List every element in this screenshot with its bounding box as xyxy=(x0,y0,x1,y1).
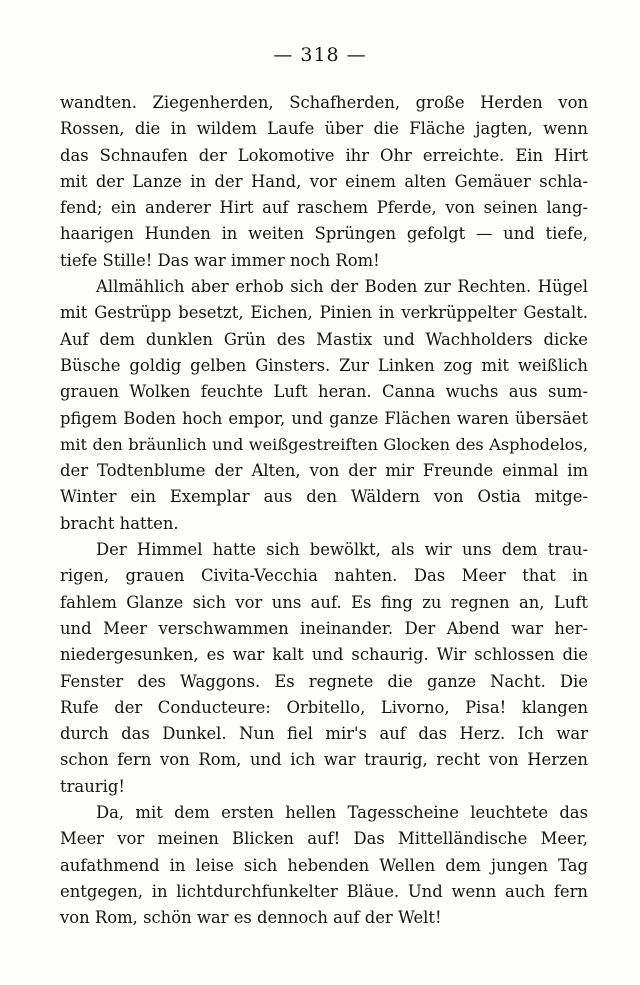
text-line: von Rom, schön war es dennoch auf der Welt! xyxy=(60,908,442,928)
text-line: haarigen Hunden in weiten Sprüngen gefolgt — und tiefe, xyxy=(60,224,588,244)
text-line: tiefe Stille! Das war immer noch Rom! xyxy=(60,250,380,270)
paragraph-first-line: Der Himmel hatte sich bewölkt, als wir uns dem trau- xyxy=(96,540,588,560)
text-line: Meer vor meinen Blicken auf! Das Mittelländische Meer, xyxy=(60,829,588,849)
text-line: der Todtenblume der Alten, von der mir Freunde einmal im xyxy=(60,461,588,481)
text-line: Rufe der Conducteure: Orbitello, Livorno, Pisa! klangen xyxy=(60,697,588,717)
text-line: bracht hatten. xyxy=(60,513,179,533)
text-line: durch das Dunkel. Nun fiel mir's auf das Herz. Ich war xyxy=(60,724,588,744)
page-number: — 318 — xyxy=(273,44,367,66)
text-line: grauen Wolken feuchte Luft heran. Canna wuchs aus sum- xyxy=(60,382,588,402)
text-line: Auf dem dunklen Grün des Mastix und Wachholders dicke xyxy=(60,329,588,349)
text-line: und Meer verschwammen ineinander. Der Abend war her- xyxy=(60,618,588,638)
text-line: fend; ein anderer Hirt auf raschem Pferde, von seinen lang- xyxy=(60,198,588,218)
text-line: traurig! xyxy=(60,776,125,796)
body-text xyxy=(60,90,588,932)
paragraph-first-line: Allmählich aber erhob sich der Boden zur Rechten. Hügel xyxy=(96,277,588,297)
text-line: Büsche goldig gelben Ginsters. Zur Linken zog mit weißlich xyxy=(60,355,588,375)
text-line: rigen, grauen Civita-Vecchia nahten. Das Meer that in xyxy=(60,566,588,586)
text-line: schon fern von Rom, und ich war traurig, recht von Herzen xyxy=(60,750,588,770)
text-line: Rossen, die in wildem Laufe über die Fläche jagten, wenn xyxy=(60,119,588,139)
text-line: mit den bräunlich und weißgestreiften Glocken des Asphodelos, xyxy=(60,434,588,454)
text-line: wandten. Ziegenherden, Schafherden, große Herden von xyxy=(60,93,588,112)
text-line: entgegen, in lichtdurchfunkelter Bläue. Und wenn auch fern xyxy=(60,881,588,901)
text-line: pfigem Boden hoch empor, und ganze Flächen waren übersäet xyxy=(60,408,588,428)
text-line: das Schnaufen der Lokomotive ihr Ohr erreichte. Ein Hirt xyxy=(60,145,588,165)
text-line: mit der Lanze in der Hand, vor einem alten Gemäuer schla- xyxy=(60,171,588,191)
text-line: aufathmend in leise sich hebenden Wellen dem jungen Tag xyxy=(60,855,588,875)
text-line: mit Gestrüpp besetzt, Eichen, Pinien in verkrüppelter Gestalt. xyxy=(60,303,588,323)
text-line: fahlem Glanze sich vor uns auf. Es fing zu regnen an, Luft xyxy=(60,592,588,612)
paragraph-first-line: Da, mit dem ersten hellen Tagesscheine leuchtete das xyxy=(96,803,588,823)
text-line: niedergesunken, es war kalt und schaurig. Wir schlossen die xyxy=(60,645,588,665)
text-line: Winter ein Exemplar aus den Wäldern von Ostia mitge- xyxy=(60,487,588,507)
text-line: Fenster des Waggons. Es regnete die ganze Nacht. Die xyxy=(60,671,588,691)
